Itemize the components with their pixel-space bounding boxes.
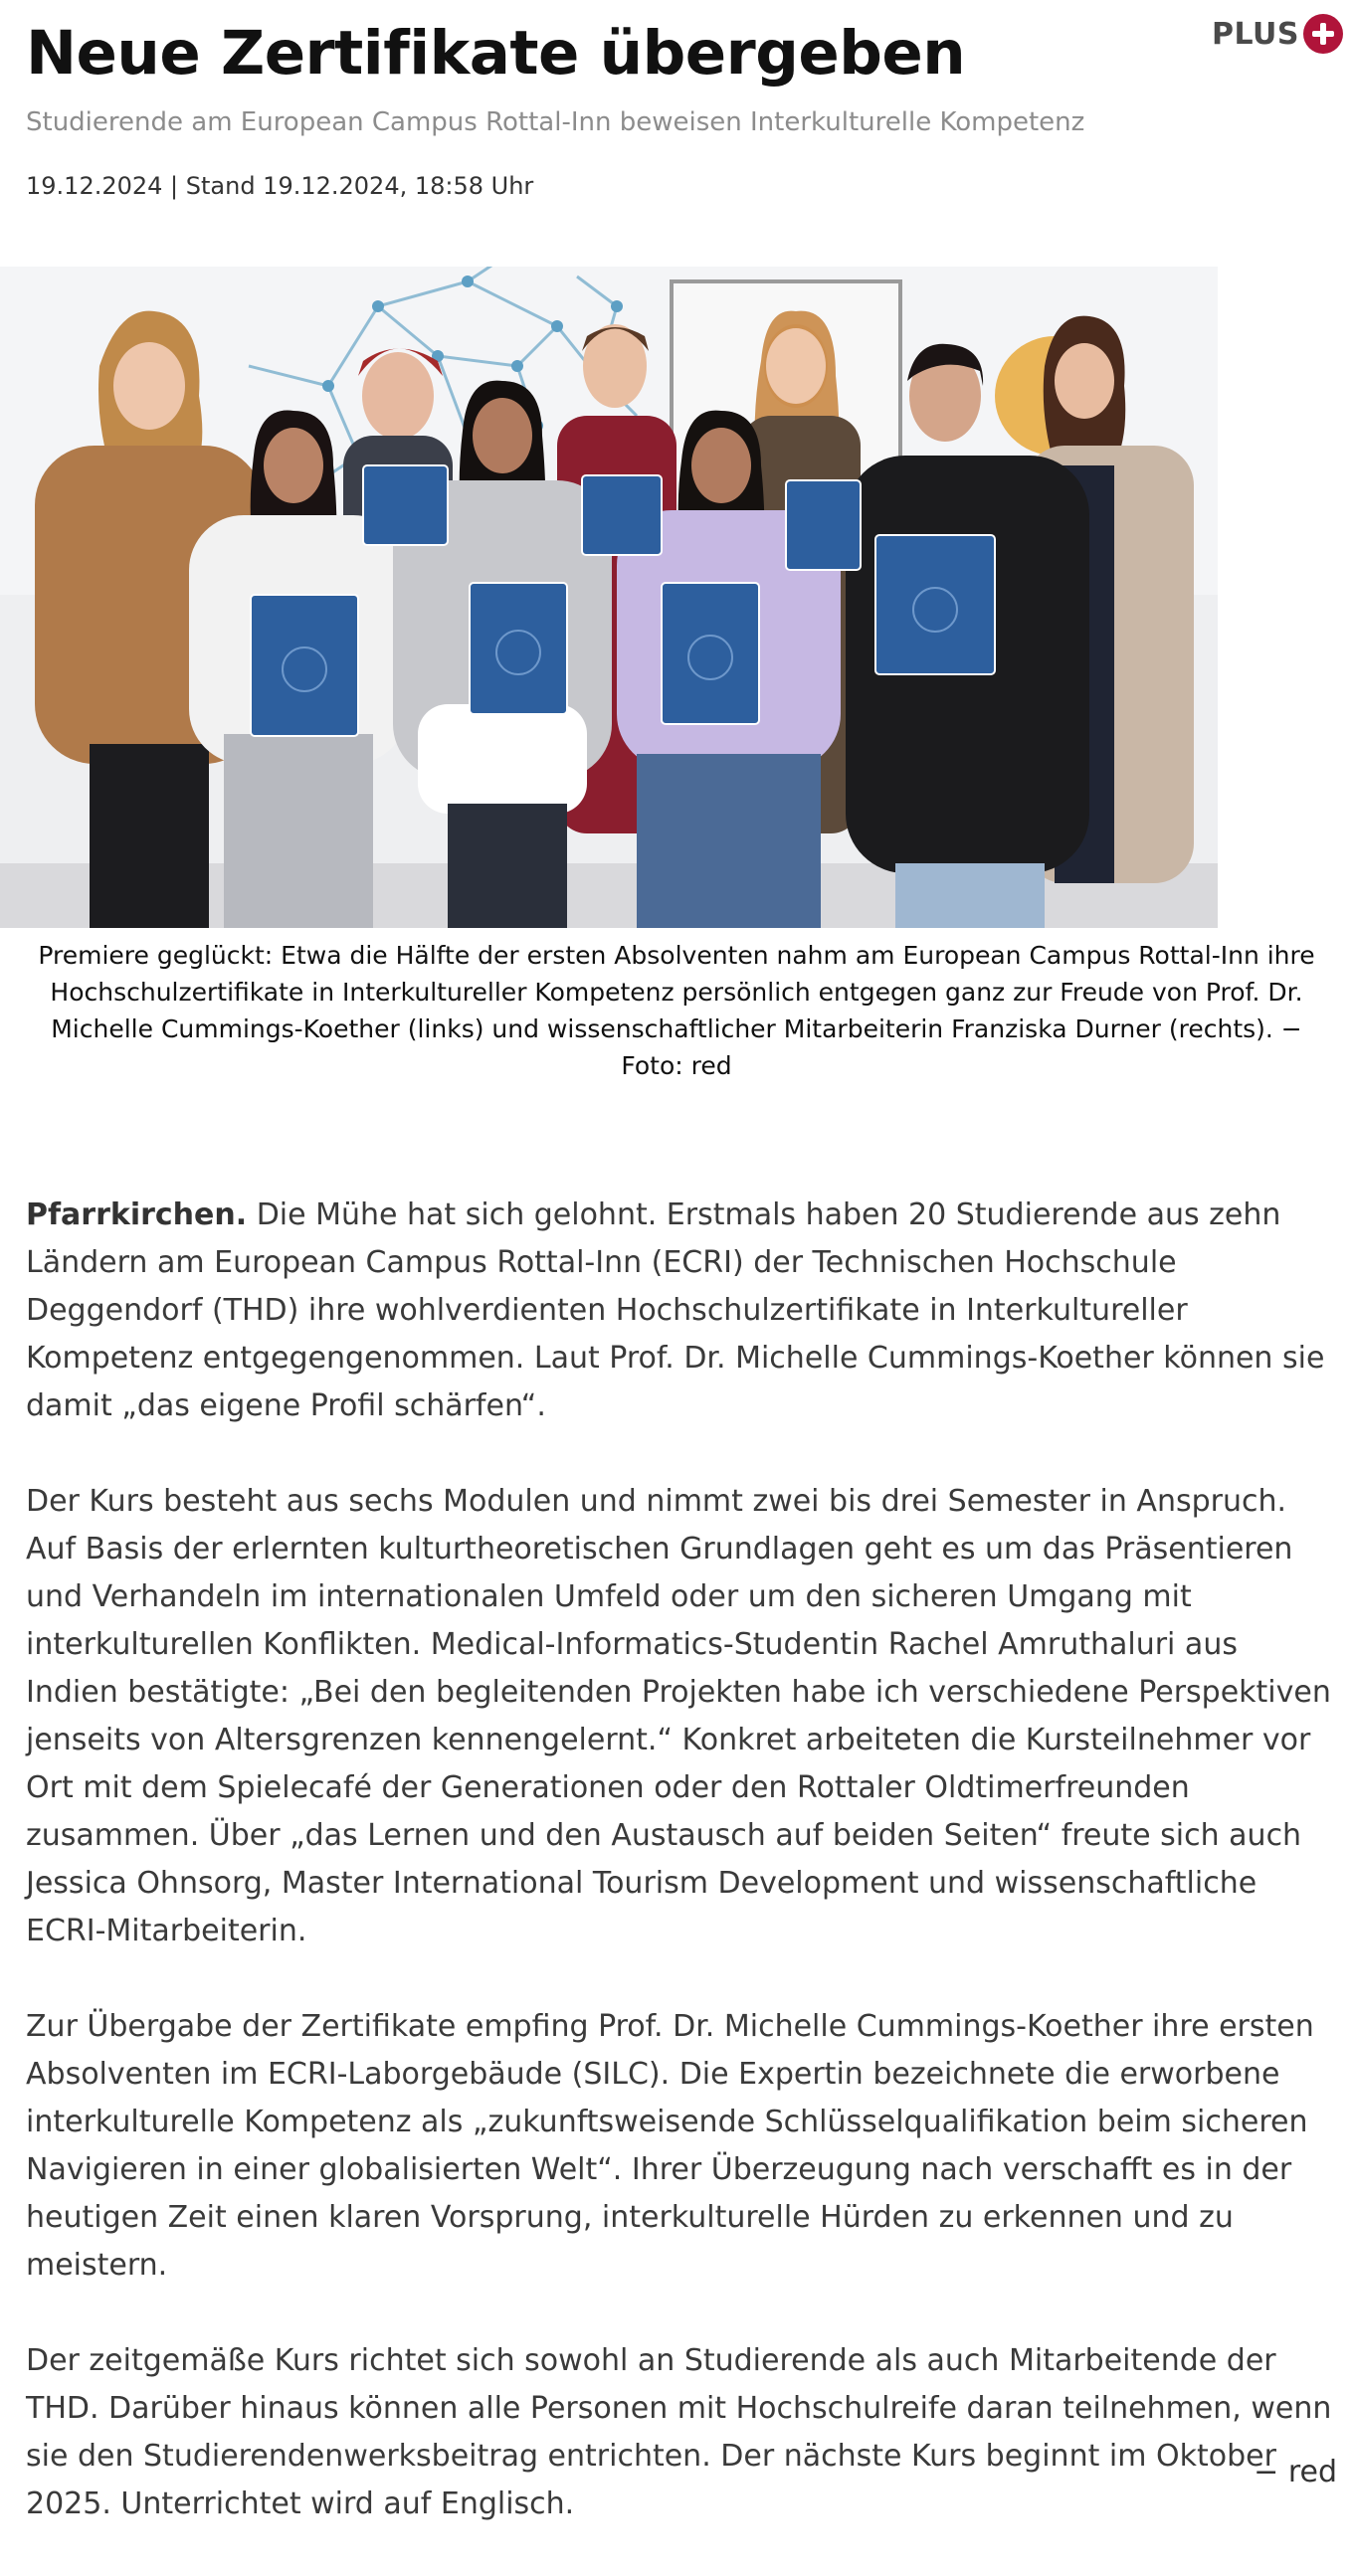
article-body [26,1192,1339,2576]
plus-label: PLUS [1212,16,1300,52]
article-paragraph: Zur Übergabe der Zertifikate empfing Prof. Dr. Michelle Cummings-Koether ihre ersten Absolventen im ECRI-Laborgebäude (SILC). Die Expertin bezeichnete die erworbene interkulturelle Kompetenz als „zukunftsweisende Schlüsselqualifikation beim sicheren Navigieren in einer globalisierten Welt“. Ihrer Überzeugung nach verschafft es in der heutigen Zeit einen klaren Vorsprung, interkulturelle Hürden zu erkennen und zu meistern. [26,2009,1314,2283]
author-credit: − red [1254,2455,1337,2489]
publish-date: 19.12.2024 | Stand 19.12.2024, 18:58 Uhr [26,172,534,200]
article-paragraph [26,1192,1339,1430]
plus-badge[interactable] [1212,12,1343,56]
article-photo [0,267,1218,928]
article-subtitle: Studierende am European Campus Rottal-Inn beweisen Interkulturelle Kompetenz [26,107,1085,137]
article-paragraph: Der Kurs besteht aus sechs Modulen und nimmt zwei bis drei Semester in Anspruch. Auf Basis der erlernten kulturtheoretischen Grundlagen geht es um das Präsentieren und Verhandeln im internationalen Umfeld oder um den sicheren Umgang mit interkulturellen Konflikten. Medical-Informatics-Studentin Rachel Amruthaluri aus Indien bestätigte: „Bei den begleitenden Projekten habe ich verschiedene Perspektiven jenseits von Altersgrenzen kennengelernt.“ Konkret arbeiteten die Kursteilnehmer vor Ort mit dem Spielecafé der Generationen oder den Rottaler Oldtimerfreunden zusammen. Über „das Lernen und den Austausch auf beiden Seiten“ freute sich auch Jessica Ohnsorg, Master International Tourism Development und wissenschaftliche ECRI-Mitarbeiterin. [26,1484,1331,1948]
dateline-place: Pfarrkirchen. [26,1197,248,1232]
article-headline: Neue Zertifikate übergeben [26,18,966,89]
photo-caption: Premiere geglückt: Etwa die Hälfte der ersten Absolventen nahm am European Campus Rottal-Inn ihre Hochschulzertifikate in Interkultureller Kompetenz persönlich entgegen ganz zur Freude von Prof. Dr. Michelle Cummings-Koether (links) und wissenschaftlicher Mitarbeiterin Franziska Durner (rechts). − Foto: red [38,941,1315,1080]
article-paragraph: Der zeitgemäße Kurs richtet sich sowohl an Studierende als auch Mitarbeitende der THD. Darüber hinaus können alle Personen mit Hochschulreife daran teilnehmen, wenn sie den Studierendenwerksbeitrag entrichten. Der nächste Kurs beginnt im Oktober 2025. Unterrichtet wird auf Englisch. [26,2343,1332,2521]
paragraph-text: Die Mühe hat sich gelohnt. Erstmals haben 20 Studierende aus zehn Ländern am European Campus Rottal-Inn (ECRI) der Technischen Hochschule Deggendorf (THD) ihre wohlverdienten Hochschulzertifikate in Interkultureller Kompetenz entgegengenommen. Laut Prof. Dr. Michelle Cummings-Koether können sie damit „das eigene Profil schärfen“. [26,1197,1325,1423]
plus-icon [1303,14,1343,54]
